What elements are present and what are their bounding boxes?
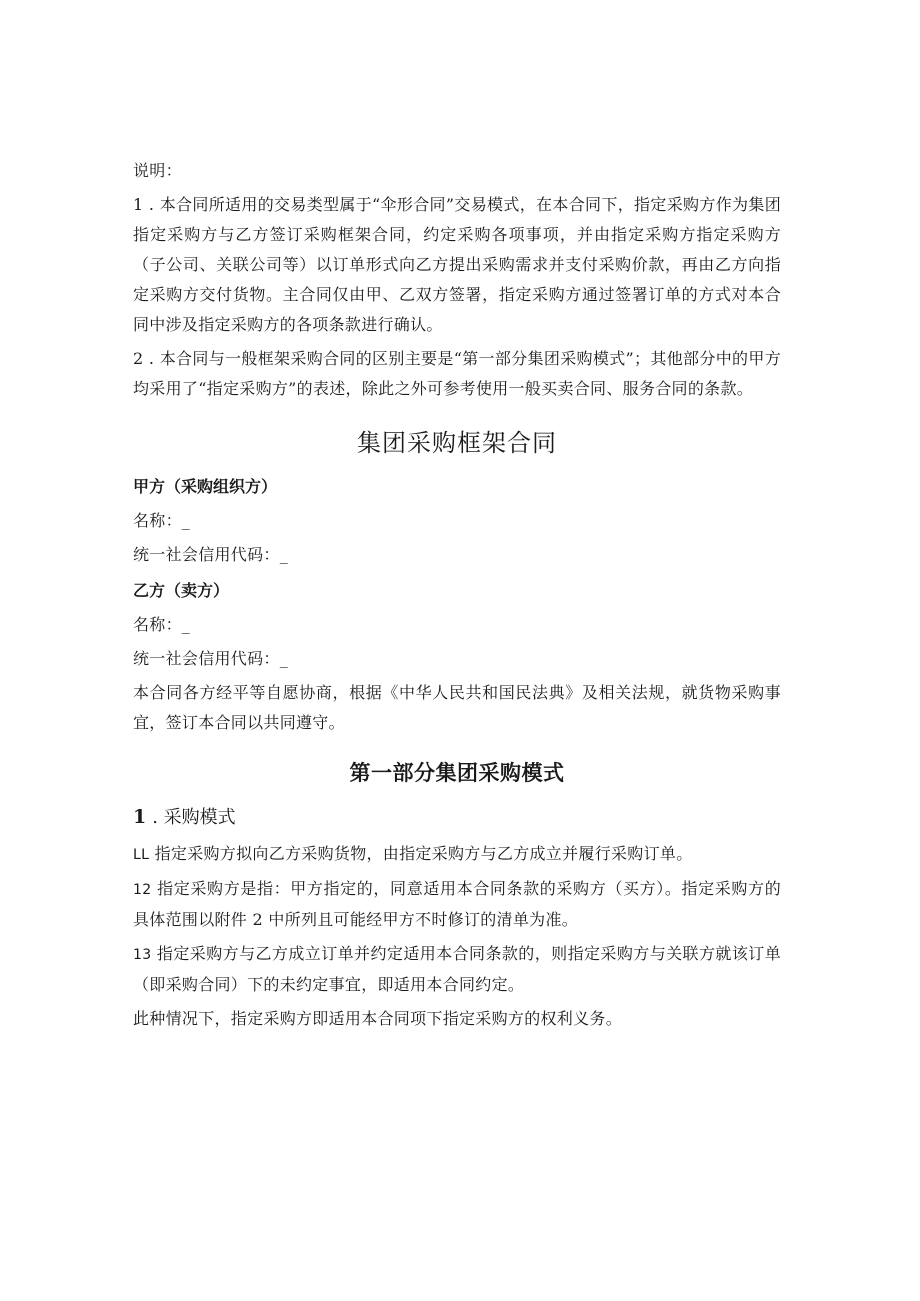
party-b-name: 名称：_ — [133, 615, 191, 634]
party-b-credit-code: 统一社会信用代码：_ — [133, 649, 289, 668]
item-number: LL — [133, 847, 150, 863]
document-title: 集团采购框架合同 — [357, 429, 557, 457]
intro-paragraph-1: 1 . 本合同所适用的交易类型属于“伞形合同”交易模式，在本合同下，指定采购方作为集团指定采购方与乙方签订采购框架合同，约定采购各项事项，并由指定采购方指定采购方（子公司、关联公司等）以订单形式向乙方提出采购需求并支付采购价款，再由乙方向指定采购方交付货物。主合同仅由甲、乙双方签署，指定采购方通过签署订单的方式对本合同中涉及指定采购方的各项条款进行确认。 — [133, 195, 781, 334]
item-number: 13 — [133, 947, 152, 963]
document-page — [133, 156, 781, 1034]
section1-title: . 采购模式 — [152, 807, 236, 828]
section1-closing: 此种情况下，指定采购方即适用本合同项下指定采购方的权利义务。 — [133, 1009, 623, 1028]
part1-title: 第一部分集团采购模式 — [349, 760, 565, 785]
item-text: 指定采购方与乙方成立订单并约定适用本合同条款的，则指定采购方与关联方就该订单（即采购合同）下的未约定事宜，即适用本合同约定。 — [133, 944, 781, 994]
section1-item-2 — [133, 874, 781, 935]
intro-label: 说明： — [133, 161, 182, 180]
party-a-name: 名称：_ — [133, 511, 191, 530]
party-a-credit-code: 统一社会信用代码：_ — [133, 545, 289, 564]
section1-item-1 — [133, 839, 781, 870]
section1-heading — [133, 802, 781, 833]
party-b-heading: 乙方（卖方） — [133, 581, 230, 600]
section1-number: 1 — [133, 806, 147, 828]
item-text: 指定采购方拟向乙方采购货物，由指定采购方与乙方成立并履行采购订单。 — [149, 844, 693, 863]
preamble: 本合同各方经平等自愿协商，根据《中华人民共和国民法典》及相关法规，就货物采购事宜，签订本合同以共同遵守。 — [133, 683, 781, 732]
item-text: 指定采购方是指：甲方指定的，同意适用本合同条款的采购方（买方）。指定采购方的具体范围以附件 2 中所列且可能经甲方不时修订的清单为准。 — [133, 879, 781, 929]
intro-paragraph-2: 2 . 本合同与一般框架采购合同的区别主要是“第一部分集团采购模式”；其他部分中的甲方均采用了“指定采购方”的表述，除此之外可参考使用一般买卖合同、服务合同的条款。 — [133, 349, 781, 398]
party-a-heading: 甲方（采购组织方） — [133, 477, 278, 496]
section1-item-3 — [133, 939, 781, 1000]
item-number: 12 — [133, 882, 152, 898]
